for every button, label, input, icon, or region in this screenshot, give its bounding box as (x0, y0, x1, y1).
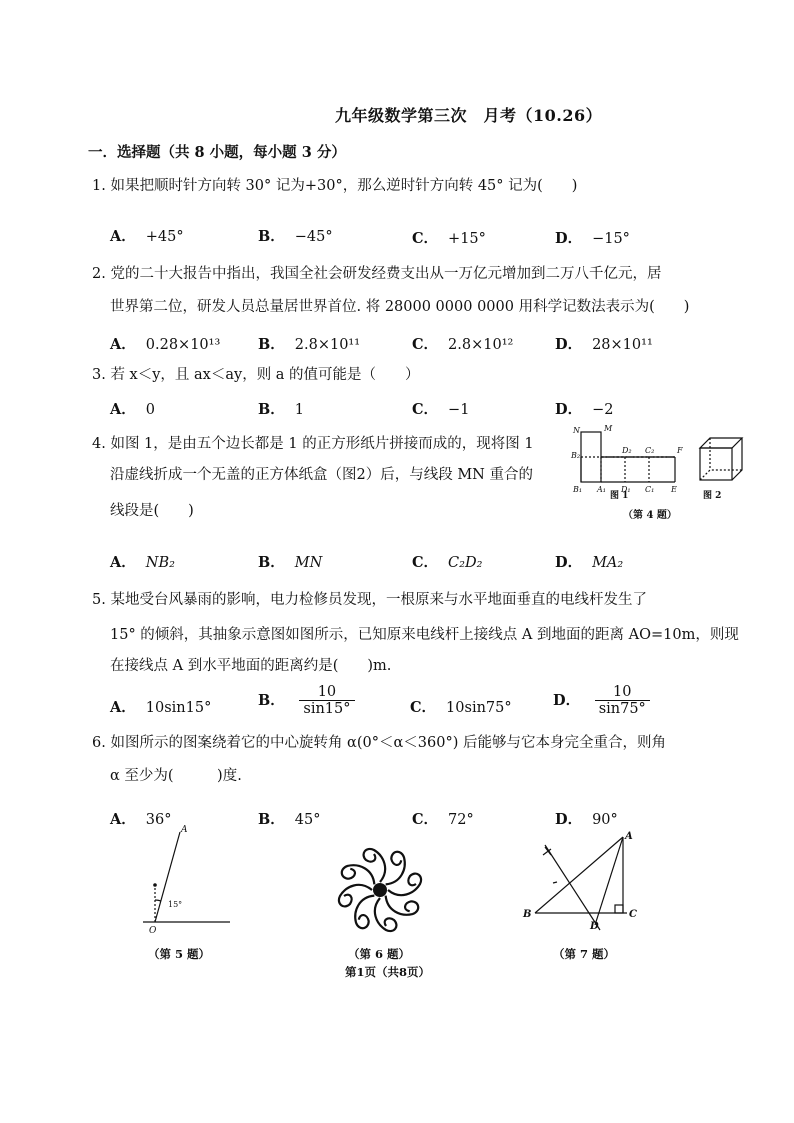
q4-option-b: B． MN (258, 554, 323, 571)
fig5-angle: 15° (168, 900, 183, 909)
q7-caption: （第 7 题） (553, 947, 616, 961)
q6-line2: α 至少为( )度. (110, 768, 242, 784)
q5-option-c: C． 10sin75° (410, 699, 512, 716)
q1-option-c: C． +15° (412, 230, 486, 247)
cube-top (700, 438, 742, 448)
q1-stem: 1. 如果把顺时针方向转 30° 记为+30°，那么逆时针方向转 45° 记为( ) (92, 178, 578, 194)
q4-line2: 沿虚线折成一个无盖的正方体纸盒（图2）后，与线段 MN 重合的 (110, 467, 533, 483)
q3-option-a: A． 0 (110, 401, 155, 418)
fig5-point-o: O (149, 926, 157, 936)
line-ad (595, 837, 623, 925)
q6-option-d: D． 90° (555, 811, 618, 828)
q5-caption: （第 5 题） (148, 947, 211, 961)
pt-d2: D₂ (622, 446, 632, 455)
q5-line2: 15° 的倾斜，其抽象示意图如图所示，已知原来电线杆上接线点 A 到地面的距离 AO=10m，则现 (110, 627, 739, 643)
pattern-petal (364, 849, 386, 882)
fig7-point-d: D (590, 921, 599, 932)
q4-line3: 线段是( ) (110, 503, 194, 519)
pt-e: E (671, 485, 677, 494)
q2-option-d: D． 28×10¹¹ (555, 336, 653, 353)
q4-option-d: D． MA₂ (555, 554, 624, 571)
q6-line1: 6. 如图所示的图案绕着它的中心旋转角 α(0°＜α＜360°) 后能够与它本身完全重合，则角 (92, 735, 666, 751)
q2-option-b: B． 2.8×10¹¹ (258, 336, 361, 353)
q5-line3: 在接线点 A 到水平地面的距离约是( )m. (110, 658, 392, 674)
cube-front (700, 448, 732, 480)
pattern-petal (339, 885, 372, 907)
q3-option-c: C． −1 (412, 401, 470, 418)
pt-m: M (604, 424, 613, 433)
pt-b1: B₁ (573, 485, 583, 494)
q3-stem: 3. 若 x＜y，且 ax＜ay，则 a 的值可能是（ ） (92, 367, 420, 383)
q6-option-c: C． 72° (412, 811, 474, 828)
q5-option-d: D． $\frac{10}{\sin 75^\circ}$ (553, 684, 650, 717)
q5-option-b: B． $\frac{10}{\sin 15^\circ}$ (258, 684, 355, 717)
pt-c1: C₁ (645, 485, 655, 494)
fig5-point-a: A (181, 825, 188, 835)
q4-figure (565, 420, 765, 520)
q1-option-d: D． −15° (555, 230, 630, 247)
section-heading: 一．选择题（共 8 小题，每小题 3 分） (88, 144, 346, 161)
q2-line1: 2. 党的二十大报告中指出，我国全社会研发经费支出从一万亿元增加到二万八千亿元，居 (92, 266, 662, 282)
construction-line (545, 845, 600, 930)
q5-figure (135, 820, 245, 940)
pt-n: N (573, 426, 580, 435)
fig7-point-c: C (629, 909, 637, 920)
q1-option-a: A． +45° (110, 228, 184, 245)
pt-f: F (677, 446, 683, 455)
q6-option-a: A． 36° (110, 811, 172, 828)
fig2-label: 图 2 (703, 491, 722, 501)
q7-figure (515, 825, 645, 940)
q4-caption: （第 4 题） (623, 510, 677, 520)
q5-b-fraction: $\frac{10}{\sin 15^\circ}$ (299, 684, 354, 717)
q3-option-d: D． −2 (555, 401, 614, 418)
page-title: 九年级数学第三次 月考（10.26） (335, 106, 603, 125)
q5-line1: 5. 某地受台风暴雨的影响，电力检修员发现，一根原来与水平地面垂直的电线杆发生了 (92, 592, 647, 608)
q4-option-c: C． C₂D₂ (412, 554, 483, 571)
q1-option-b: B． −45° (258, 228, 333, 245)
q6-rotation-pattern (330, 840, 430, 940)
q5-d-fraction: $\frac{10}{\sin 75^\circ}$ (595, 684, 650, 717)
fig7-point-b: B (523, 909, 532, 920)
pt-b2: B₂ (571, 451, 581, 460)
q2-option-a: A． 0.28×10¹³ (110, 336, 221, 353)
line-ab (535, 837, 623, 913)
pattern-petal (375, 898, 397, 931)
fig7-point-a: A (625, 831, 633, 842)
q4-line1: 4. 如图 1，是由五个边长都是 1 的正方形纸片拼接而成的，现将图 1 (92, 436, 534, 452)
pt-d1: D₁ (621, 485, 631, 494)
page-footer: 第1页（共8页） (345, 965, 431, 979)
pattern-petal (388, 874, 421, 896)
pt-c2: C₂ (645, 446, 655, 455)
q2-option-c: C． 2.8×10¹² (412, 336, 514, 353)
q4-option-a: A． NB₂ (110, 554, 175, 571)
fig1-label: 图 1 (610, 491, 629, 501)
pt-a1: A₁ (597, 485, 606, 494)
q6-caption: （第 6 题） (348, 947, 411, 961)
q6-option-b: B． 45° (258, 811, 321, 828)
q2-line2: 世界第二位，研发人员总量居世界首位. 将 28000 0000 0000 用科学记数法表示为( ) (110, 299, 690, 315)
q5-option-a: A． 10sin15° (110, 699, 212, 716)
q3-option-b: B． 1 (258, 401, 304, 418)
